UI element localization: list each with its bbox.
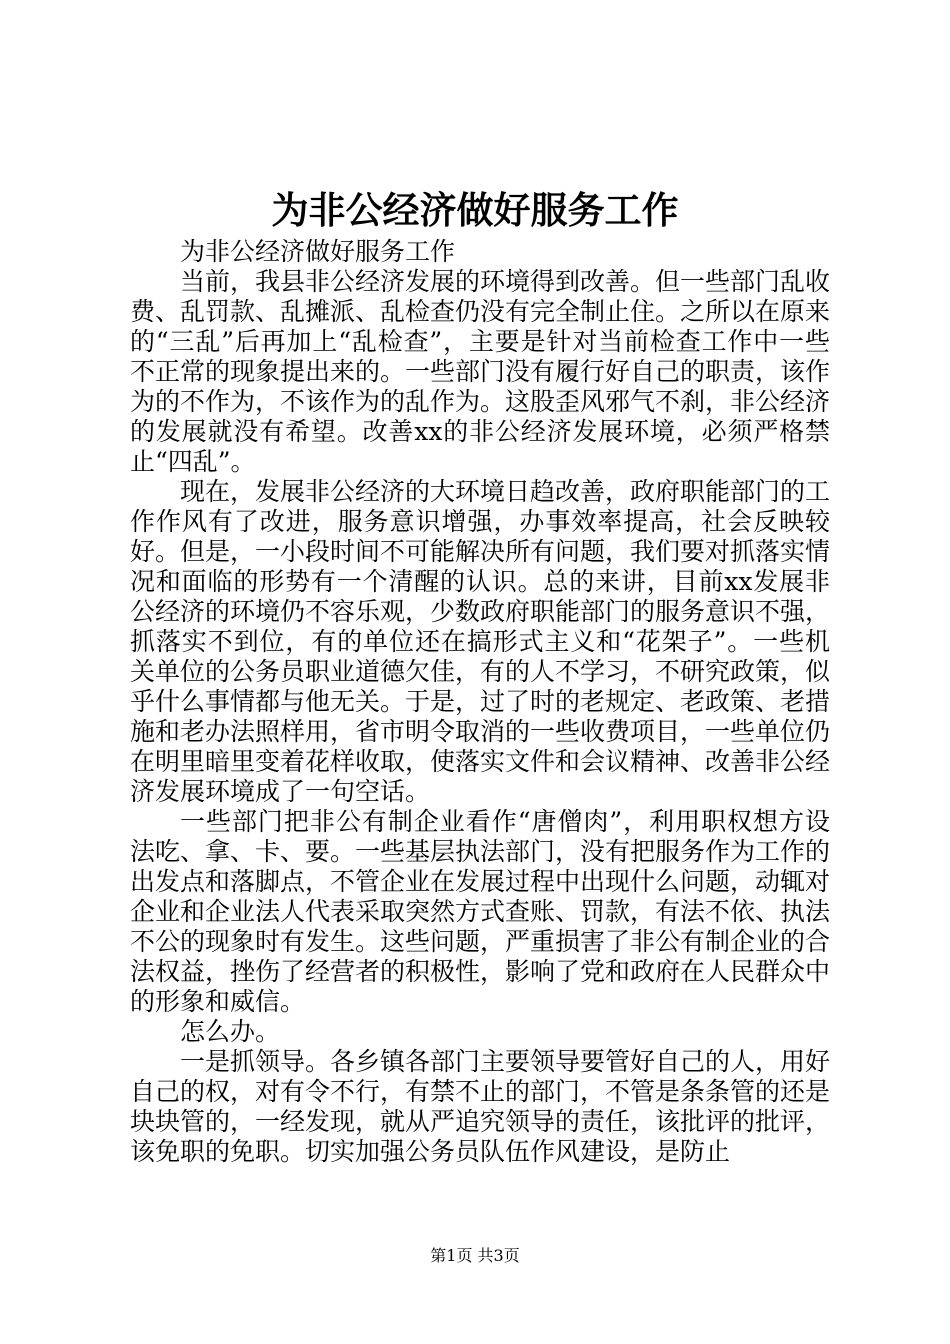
- document-title: 为非公经济做好服务工作: [271, 188, 679, 232]
- paragraph: 现在，发展非公经济的大环境日趋改善，政府职能部门的工作作风有了改进，服务意识增强，办事效率提高，社会反映较好。但是，一小段时间不可能解决所有问题，我们要对抓落实情况和面临的形势有一个清醒的认识。总的来讲，目前xx发展非公经济的环境仍不容乐观，少数政府职能部门的服务意识不强，抓落实不到位，有的单位还在搞形式主义和“花架子”。一些机关单位的公务员职业道德欠佳，有的人不学习，不研究政策，似乎什么事情都与他无关。于是，过了时的老规定、老政策、老措施和老办法照样用，省市明令取消的一些收费项目，一些单位仍在明里暗里变着花样收取，使落实文件和会议精神、改善非公经济发展环境成了一句空话。: [130, 477, 831, 806]
- paragraph: 怎么办。: [180, 1017, 281, 1046]
- page-footer: [0, 1245, 950, 1267]
- page-indicator: 第1页 共3页: [430, 1246, 520, 1265]
- paragraph-subtitle: 为非公经济做好服务工作: [180, 237, 456, 266]
- paragraph: 一些部门把非公有制企业看作“唐僧肉”，利用职权想方设法吃、拿、卡、要。一些基层执法部门，没有把服务作为工作的出发点和落脚点，不管企业在发展过程中出现什么问题，动辄对企业和企业法人代表采取突然方式查账、罚款，有法不依、执法不公的现象时有发生。这些问题，严重损害了非公有制企业的合法权益，挫伤了经营者的积极性，影响了党和政府在人民群众中的形象和威信。: [130, 807, 831, 1016]
- document-body: [130, 237, 830, 1167]
- paragraph: 一是抓领导。各乡镇各部门主要领导要管好自己的人，用好自己的权，对有令不行，有禁不止的部门，不管是条条管的还是块块管的，一经发现，就从严追究领导的责任，该批评的批评，该免职的免职。切实加强公务员队伍作风建设，是防止: [130, 1047, 831, 1166]
- paragraph: 当前，我县非公经济发展的环境得到改善。但一些部门乱收费、乱罚款、乱摊派、乱检查仍没有完全制止住。之所以在原来的“三乱”后再加上“乱检查”，主要是针对当前检查工作中一些不正常的现象提出来的。一些部门没有履行好自己的职责，该作为的不作为，不该作为的乱作为。这股歪风邪气不刹，非公经济的发展就没有希望。改善xx的非公经济发展环境，必须严格禁止“四乱”。: [130, 267, 831, 476]
